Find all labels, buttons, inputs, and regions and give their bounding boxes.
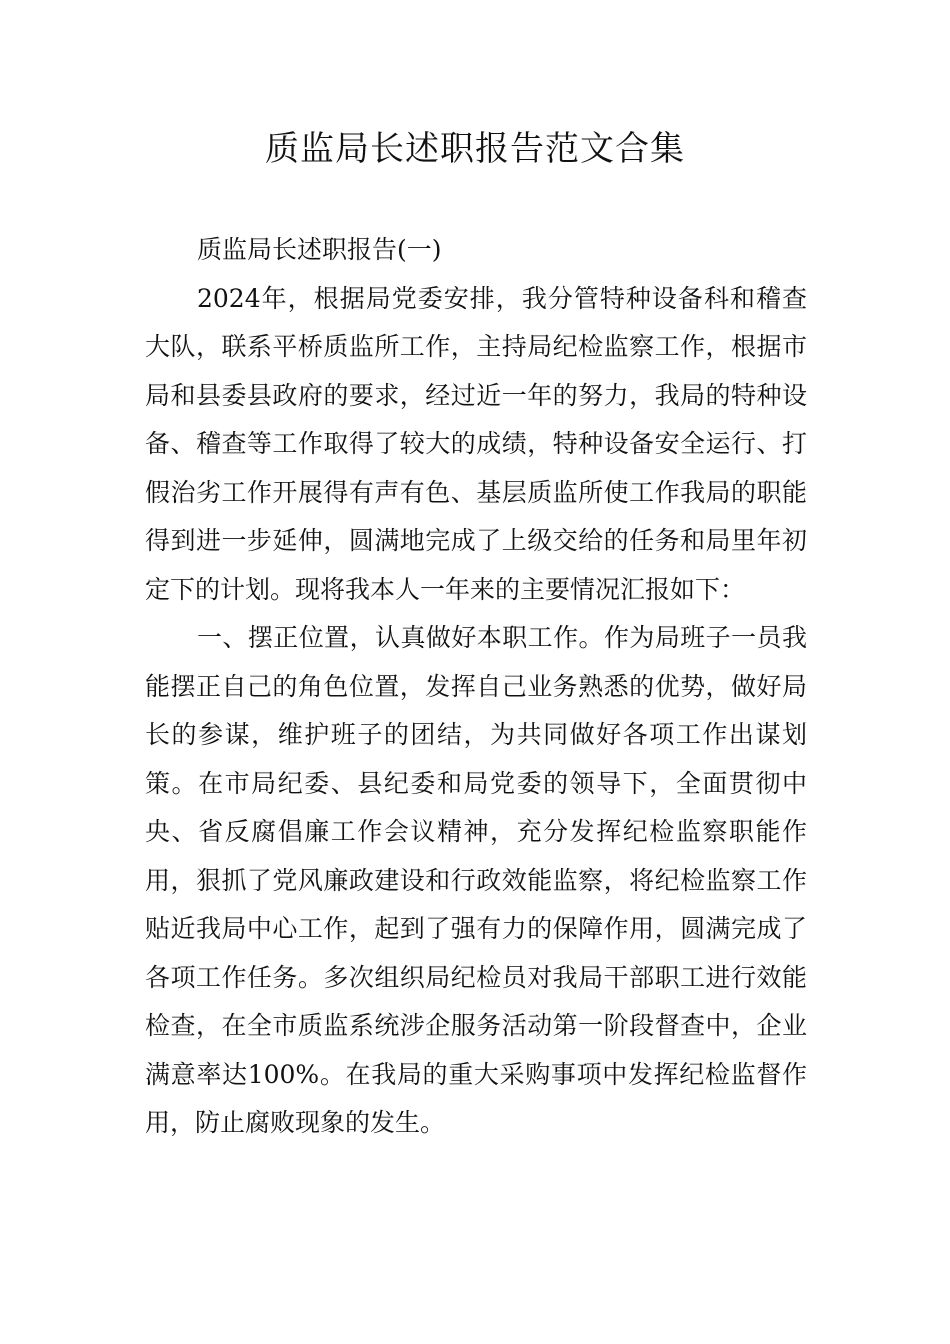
paragraph-intro: 2024年，根据局党委安排，我分管特种设备科和稽查大队，联系平桥质监所工作，主持局纪检监察工作，根据市局和县委县政府的要求，经过近一年的努力，我局的特种设备、稽查等工作取得了较大的成绩，特种设备安全运行、打假治劣工作开展得有声有色、基层质监所使工作我局的职能得到进一步延伸，圆满地完成了上级交给的任务和局里年初定下的计划。现将我本人一年来的主要情况汇报如下：: [145, 283, 807, 604]
paragraph-section-one: 一、摆正位置，认真做好本职工作。作为局班子一员我能摆正自己的角色位置，发挥自己业务熟悉的优势，做好局长的参谋，维护班子的团结，为共同做好各项工作出谋划策。在市局纪委、县纪委和局党委的领导下，全面贯彻中央、省反腐倡廉工作会议精神，充分发挥纪检监察职能作用，狠抓了党风廉政建设和行政效能监察，将纪检监察工作贴近我局中心工作，起到了强有力的保障作用，圆满完成了各项工作任务。多次组织局纪检员对我局干部职工进行效能检查，在全市质监系统涉企服务活动第一阶段督查中，企业满意率达100%。在我局的重大采购事项中发挥纪检监督作用，防止腐败现象的发生。: [145, 623, 807, 1137]
document-title: 质监局长述职报告范文合集: [265, 129, 685, 169]
document-body: [145, 226, 807, 1148]
section-subtitle: 质监局长述职报告(一): [197, 235, 442, 264]
